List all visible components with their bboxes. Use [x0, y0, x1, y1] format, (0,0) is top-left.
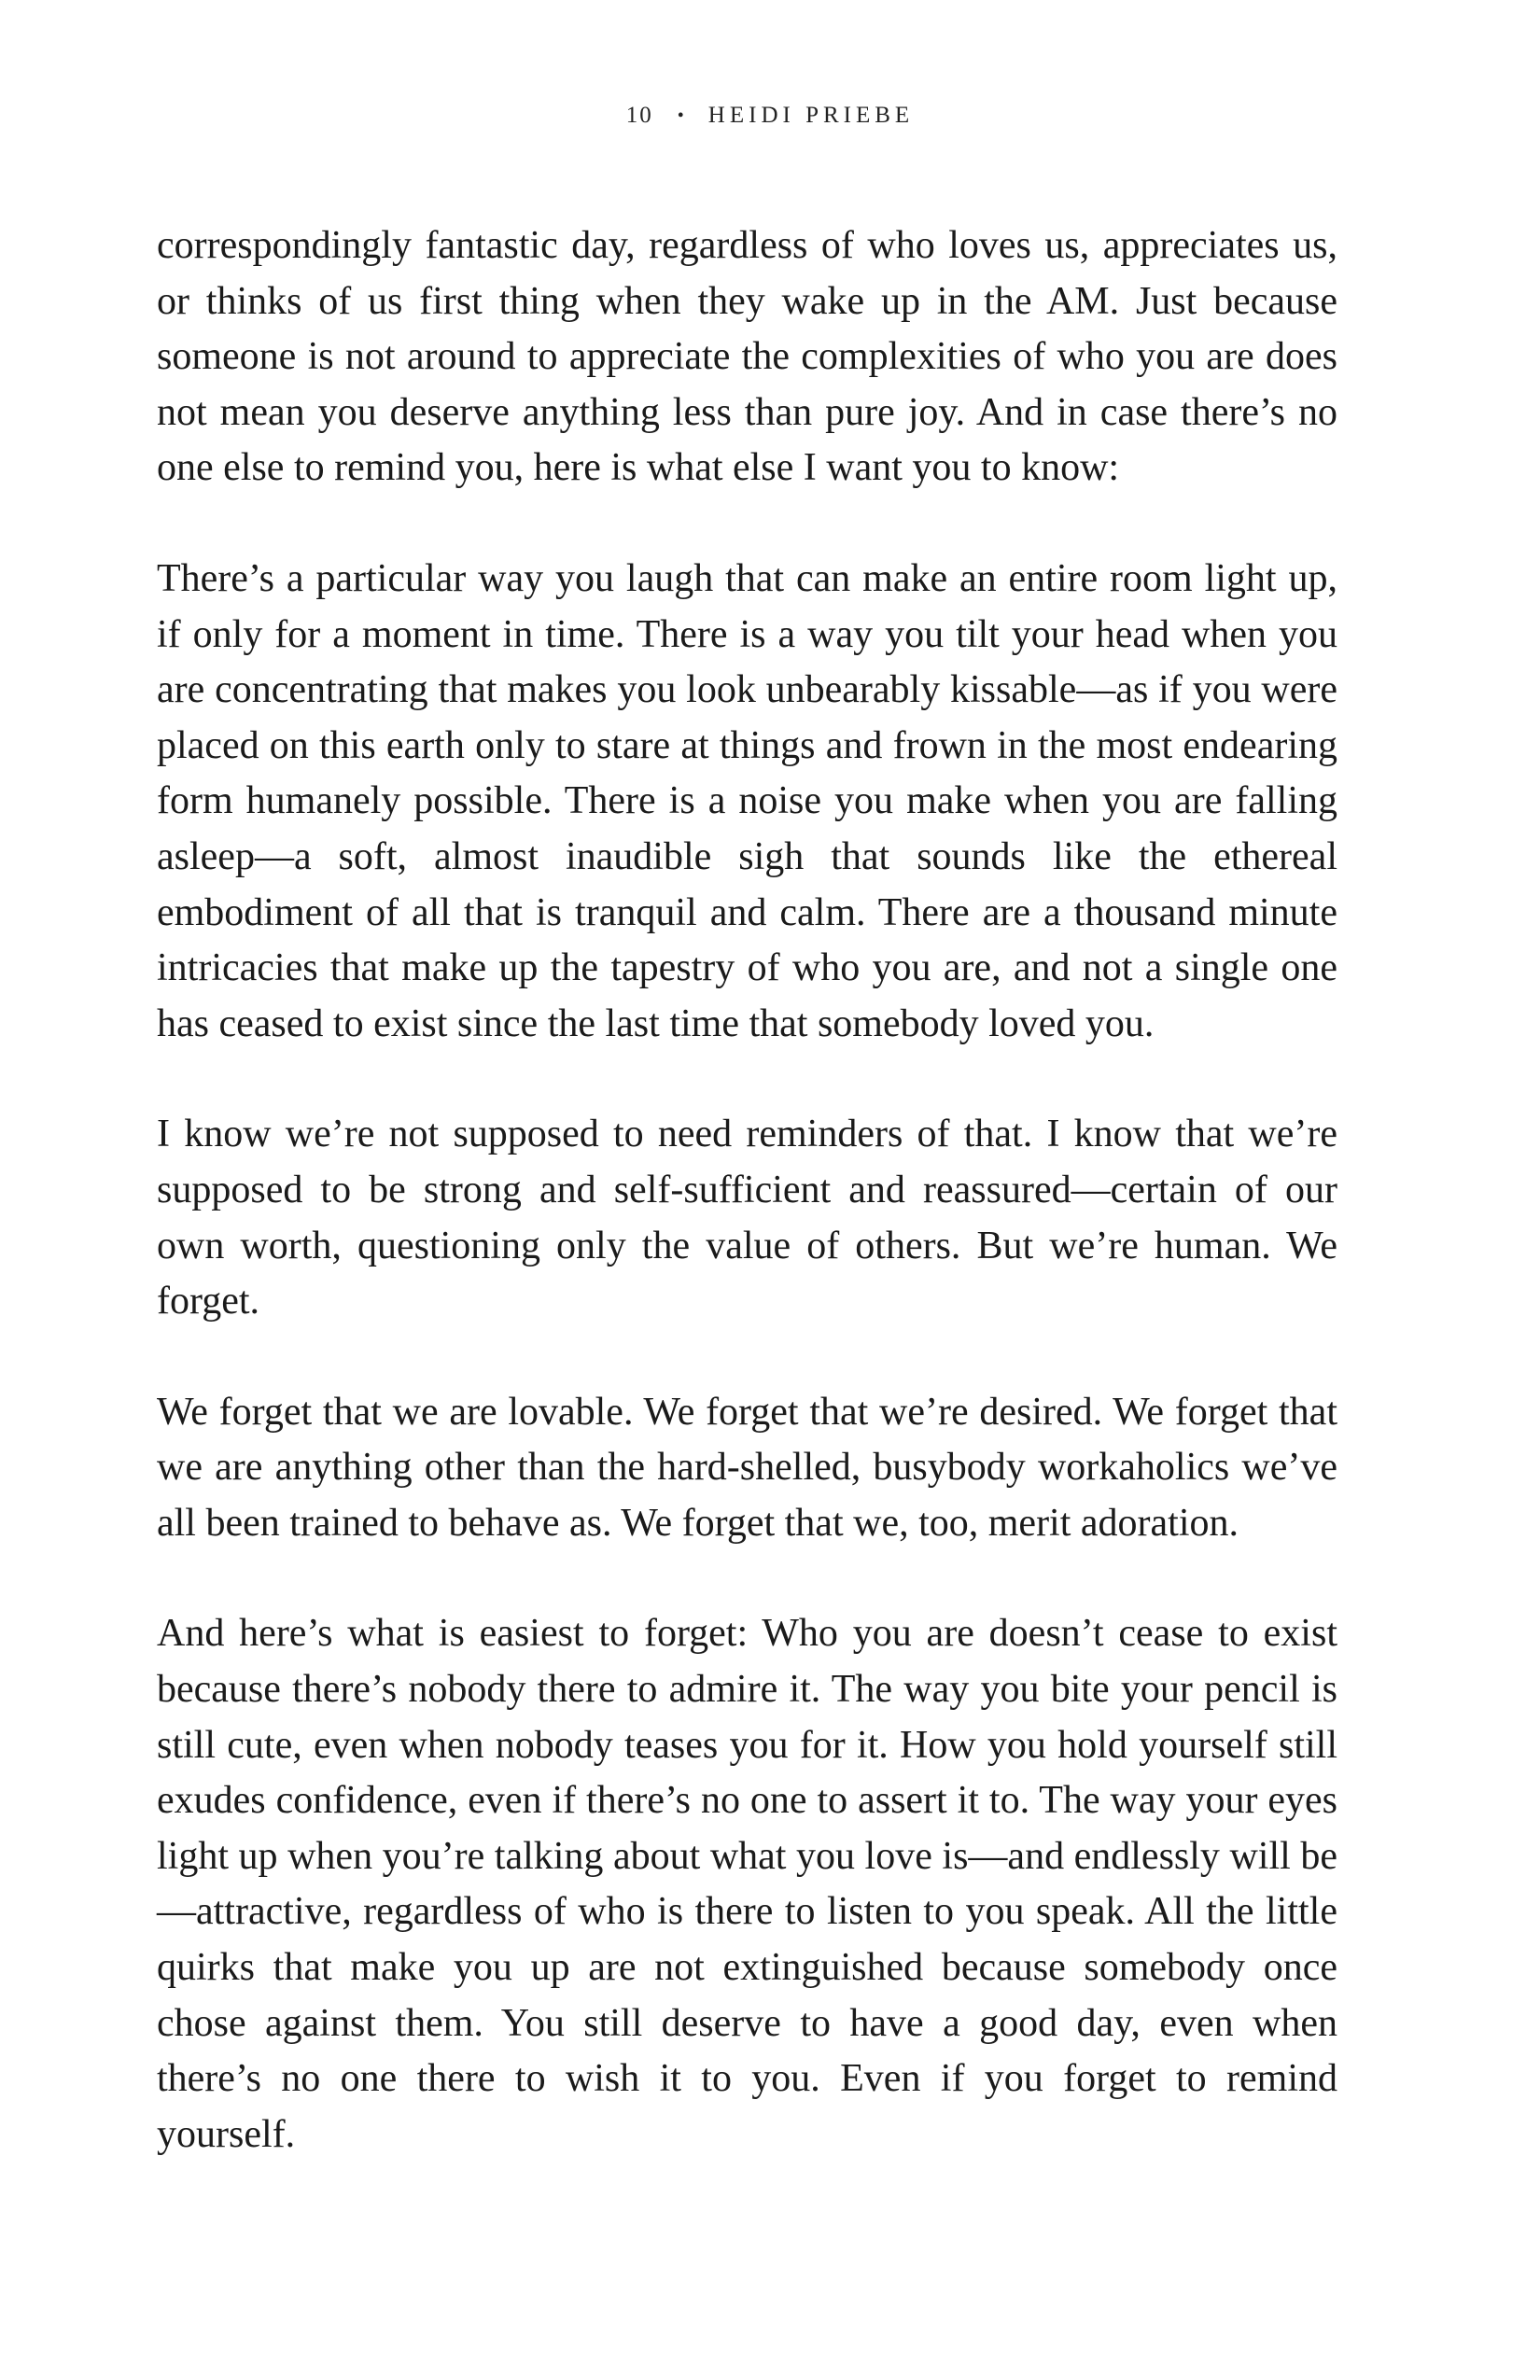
paragraph: correspondingly fantastic day, regardless of who loves us, appreciates us, or thinks of us first thing when they wake up in the AM. Just because someone is not around to appreciate the complexities of who you are does not mean you deserve anything less than pure joy. And in case there’s no one else to remind you, here is what else I want you to know:: [157, 224, 1337, 490]
body-text: [157, 218, 1337, 2163]
header-separator: •: [677, 105, 684, 126]
paragraph: There’s a particular way you laugh that can make an entire room light up, if only for a moment in time. There is a way you tilt your head when you are concentrating that makes you look unbearably kissable—as if you were placed on this earth only to stare at things and frown in the most endearing form humanely possible. There is a noise you make when you are falling asleep—a soft, almost inaudible sigh that sounds like the ethereal embodiment of all that is tranquil and calm. There are a thousand minute intricacies that make up the tapestry of who you are, and not a single one has ceased to exist since the last time that somebody loved you.: [157, 556, 1337, 1045]
paragraph: And here’s what is easiest to forget: Who you are doesn’t cease to exist because there’s nobody there to admire it. The way you bite your pencil is still cute, even when nobody teases you for it. How you hold yourself still exudes confidence, even if there’s no one to assert it to. The way your eyes light up when you’re talking about what you love is—and endlessly will be—attractive, regardless of who is there to listen to you speak. All the little quirks that make you up are not extinguished because somebody once chose against them. You still deserve to have a good day, even when there’s no one there to wish it to you. Even if you forget to remind yourself.: [157, 1612, 1337, 2156]
paragraph: We forget that we are lovable. We forget that we’re desired. We forget that we are anything other than the hard-shelled, busybody workaholics we’ve all been trained to behave as. We forget that we, too, merit adoration.: [157, 1390, 1337, 1545]
paragraph: I know we’re not supposed to need reminders of that. I know that we’re supposed to be strong and self-sufficient and reassured—certain of our own worth, questioning only the value of others. But we’re human. We forget.: [157, 1113, 1337, 1323]
page-number: 10: [625, 103, 653, 128]
running-head: [0, 103, 1540, 129]
author-name: HEIDI PRIEBE: [707, 103, 915, 128]
